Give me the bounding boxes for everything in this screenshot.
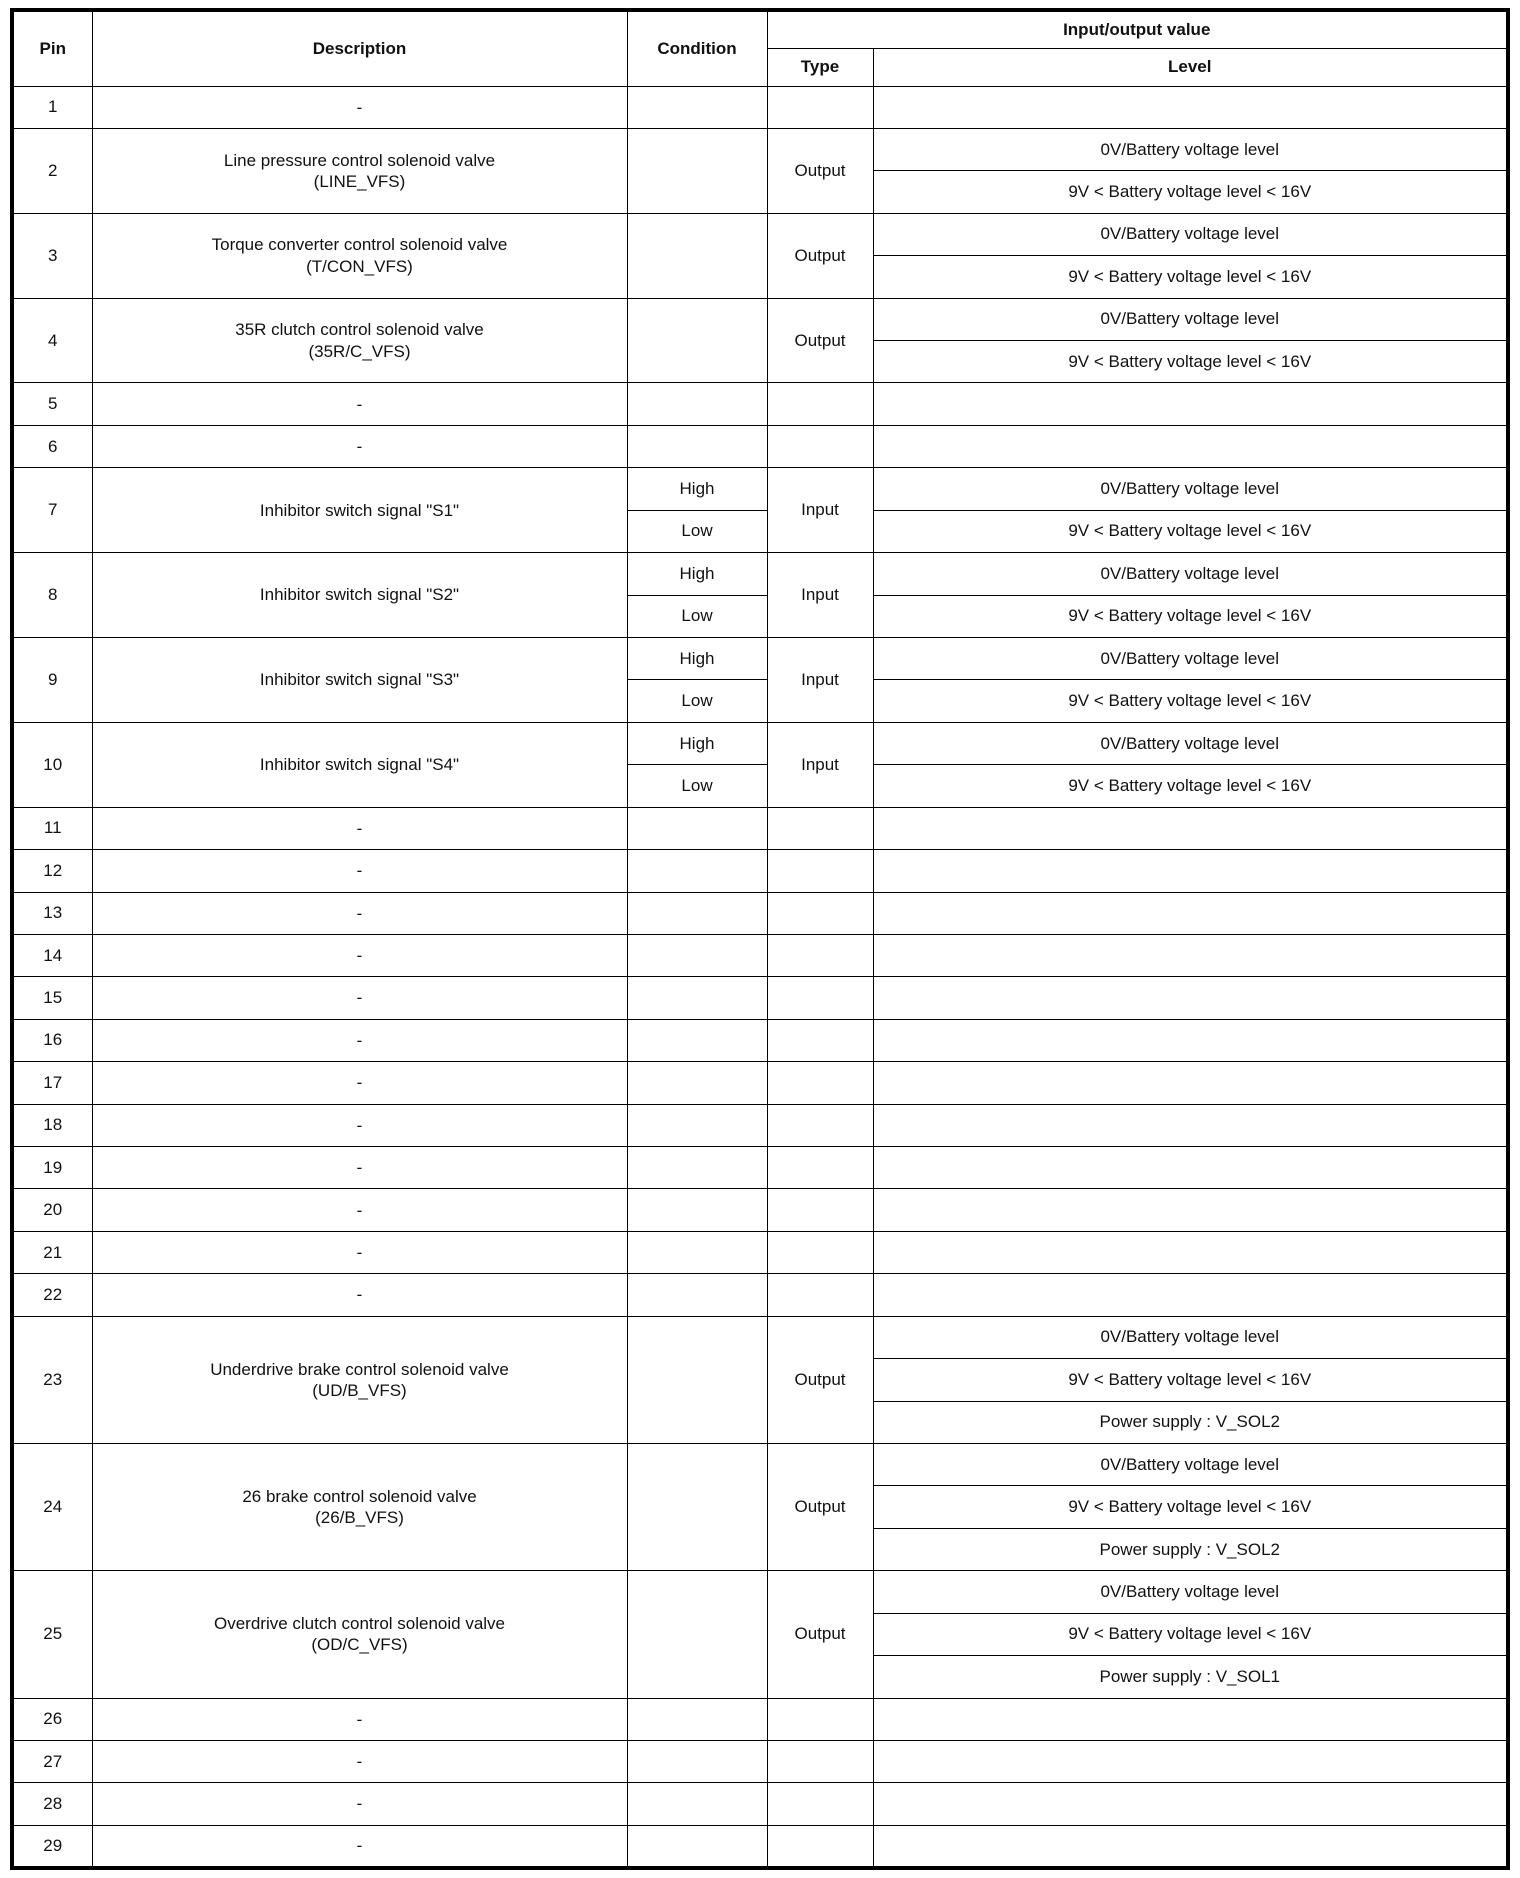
description-line: -: [356, 1200, 363, 1220]
type-cell: [767, 850, 873, 892]
level-cell: [873, 1104, 1508, 1146]
description-line: -: [356, 1752, 363, 1772]
description-line: Underdrive brake control solenoid valve: [210, 1359, 509, 1379]
level-cell: 0V/Battery voltage level: [873, 1571, 1508, 1613]
description-line: (OD/C_VFS): [311, 1635, 408, 1655]
description-line: (T/CON_VFS): [306, 256, 413, 276]
type-cell: [767, 1019, 873, 1061]
table-row: [12, 86, 1508, 128]
condition-cell: Low: [627, 765, 767, 807]
pin-cell: 28: [12, 1783, 92, 1825]
type-cell: [767, 1231, 873, 1273]
condition-cell: High: [627, 553, 767, 595]
description-line: -: [356, 1242, 363, 1262]
type-cell: [767, 1104, 873, 1146]
pin-cell: 8: [12, 553, 92, 638]
level-cell: [873, 1231, 1508, 1273]
type-cell: Input: [767, 637, 873, 722]
description-line: -: [356, 1794, 363, 1814]
condition-cell: [627, 86, 767, 128]
table-row: [12, 1062, 1508, 1104]
level-cell: [873, 807, 1508, 849]
table-row: [12, 977, 1508, 1019]
type-cell: Output: [767, 1571, 873, 1698]
description-cell: [92, 1189, 627, 1231]
header-type: Type: [767, 48, 873, 86]
description-line: (LINE_VFS): [313, 171, 406, 191]
table-row: [12, 1104, 1508, 1146]
description-cell: [92, 977, 627, 1019]
header-io-value: Input/output value: [767, 10, 1508, 48]
description-line: -: [356, 1709, 363, 1729]
description-cell: [92, 1783, 627, 1825]
description-line: -: [356, 1836, 363, 1856]
type-cell: [767, 934, 873, 976]
pin-cell: 25: [12, 1571, 92, 1698]
type-cell: Output: [767, 1316, 873, 1443]
condition-cell: [627, 128, 767, 213]
level-cell: [873, 1274, 1508, 1316]
description-cell: [92, 1571, 627, 1698]
description-line: 35R clutch control solenoid valve: [235, 320, 484, 340]
description-cell: [92, 1444, 627, 1571]
description-cell: [92, 468, 627, 553]
type-cell: [767, 1740, 873, 1782]
condition-cell: [627, 1316, 767, 1443]
condition-cell: [627, 298, 767, 383]
pin-cell: 18: [12, 1104, 92, 1146]
table-row: [12, 1019, 1508, 1061]
level-cell: Power supply : V_SOL2: [873, 1401, 1508, 1443]
level-cell: [873, 1740, 1508, 1782]
description-cell: [92, 298, 627, 383]
condition-cell: [627, 1698, 767, 1740]
condition-cell: High: [627, 637, 767, 679]
level-cell: [873, 1147, 1508, 1189]
table-row: [12, 468, 1508, 510]
pin-cell: 14: [12, 934, 92, 976]
type-cell: Output: [767, 298, 873, 383]
description-line: -: [356, 861, 363, 881]
pin-cell: 27: [12, 1740, 92, 1782]
header-level: Level: [873, 48, 1508, 86]
table-row: [12, 807, 1508, 849]
pin-cell: 6: [12, 425, 92, 467]
pinout-table: [10, 8, 1510, 1870]
description-cell: [92, 86, 627, 128]
pin-cell: 2: [12, 128, 92, 213]
header-description: Description: [92, 10, 627, 86]
table-row: [12, 1274, 1508, 1316]
type-cell: Input: [767, 468, 873, 553]
description-line: -: [356, 1158, 363, 1178]
condition-cell: High: [627, 722, 767, 764]
pin-cell: 24: [12, 1444, 92, 1571]
level-cell: [873, 934, 1508, 976]
description-cell: [92, 1698, 627, 1740]
description-cell: [92, 934, 627, 976]
type-cell: [767, 1698, 873, 1740]
table-row: [12, 128, 1508, 170]
condition-cell: [627, 1274, 767, 1316]
table-row: [12, 298, 1508, 340]
condition-cell: Low: [627, 680, 767, 722]
table-row: [12, 1740, 1508, 1782]
description-cell: [92, 637, 627, 722]
condition-cell: [627, 1019, 767, 1061]
description-cell: [92, 128, 627, 213]
level-cell: 9V < Battery voltage level < 16V: [873, 765, 1508, 807]
header-row-1: [12, 10, 1508, 48]
pin-cell: 11: [12, 807, 92, 849]
description-cell: [92, 1104, 627, 1146]
pin-cell: 4: [12, 298, 92, 383]
table-row: [12, 425, 1508, 467]
condition-cell: [627, 807, 767, 849]
pin-cell: 22: [12, 1274, 92, 1316]
condition-cell: [627, 1189, 767, 1231]
level-cell: 9V < Battery voltage level < 16V: [873, 595, 1508, 637]
condition-cell: [627, 1825, 767, 1868]
level-cell: 0V/Battery voltage level: [873, 1316, 1508, 1358]
description-line: -: [356, 436, 363, 456]
condition-cell: [627, 1231, 767, 1273]
description-line: (26/B_VFS): [315, 1508, 404, 1528]
description-line: -: [356, 1285, 363, 1305]
condition-cell: [627, 1571, 767, 1698]
level-cell: 9V < Battery voltage level < 16V: [873, 341, 1508, 383]
pin-cell: 26: [12, 1698, 92, 1740]
pin-cell: 7: [12, 468, 92, 553]
level-cell: 9V < Battery voltage level < 16V: [873, 1486, 1508, 1528]
pin-cell: 17: [12, 1062, 92, 1104]
description-line: -: [356, 97, 363, 117]
level-cell: 9V < Battery voltage level < 16V: [873, 680, 1508, 722]
description-line: Overdrive clutch control solenoid valve: [213, 1614, 506, 1634]
description-cell: [92, 1274, 627, 1316]
description-line: -: [356, 1030, 363, 1050]
condition-cell: [627, 383, 767, 425]
pin-cell: 15: [12, 977, 92, 1019]
condition-cell: [627, 425, 767, 467]
condition-cell: Low: [627, 595, 767, 637]
description-cell: [92, 722, 627, 807]
pin-cell: 5: [12, 383, 92, 425]
description-line: -: [356, 1073, 363, 1093]
description-cell: [92, 1316, 627, 1443]
description-cell: [92, 425, 627, 467]
header-pin: Pin: [12, 10, 92, 86]
type-cell: [767, 1274, 873, 1316]
level-cell: 9V < Battery voltage level < 16V: [873, 171, 1508, 213]
pin-cell: 12: [12, 850, 92, 892]
pin-cell: 3: [12, 213, 92, 298]
level-cell: [873, 1698, 1508, 1740]
description-line: Torque converter control solenoid valve: [211, 235, 508, 255]
level-cell: [873, 1019, 1508, 1061]
level-cell: [873, 1783, 1508, 1825]
table-header: [12, 10, 1508, 86]
type-cell: Output: [767, 213, 873, 298]
table-row: [12, 1783, 1508, 1825]
table-row: [12, 1231, 1508, 1273]
condition-cell: [627, 850, 767, 892]
level-cell: 9V < Battery voltage level < 16V: [873, 510, 1508, 552]
table-row: [12, 722, 1508, 764]
type-cell: [767, 807, 873, 849]
description-line: 26 brake control solenoid valve: [242, 1486, 477, 1506]
level-cell: Power supply : V_SOL1: [873, 1656, 1508, 1698]
level-cell: [873, 977, 1508, 1019]
type-cell: [767, 1783, 873, 1825]
condition-cell: [627, 934, 767, 976]
condition-cell: Low: [627, 510, 767, 552]
description-cell: [92, 1019, 627, 1061]
description-line: Inhibitor switch signal "S2": [259, 585, 460, 605]
pin-cell: 9: [12, 637, 92, 722]
description-line: (35R/C_VFS): [308, 341, 411, 361]
table-row: [12, 1825, 1508, 1868]
pin-cell: 19: [12, 1147, 92, 1189]
type-cell: [767, 1189, 873, 1231]
description-line: -: [356, 818, 363, 838]
pin-cell: 21: [12, 1231, 92, 1273]
description-cell: [92, 1062, 627, 1104]
level-cell: [873, 1189, 1508, 1231]
level-cell: 0V/Battery voltage level: [873, 553, 1508, 595]
level-cell: [873, 383, 1508, 425]
type-cell: Output: [767, 128, 873, 213]
type-cell: Input: [767, 553, 873, 638]
level-cell: Power supply : V_SOL2: [873, 1528, 1508, 1570]
level-cell: 9V < Battery voltage level < 16V: [873, 256, 1508, 298]
type-cell: [767, 1062, 873, 1104]
description-line: -: [356, 394, 363, 414]
condition-cell: [627, 977, 767, 1019]
table-row: [12, 553, 1508, 595]
table-row: [12, 1571, 1508, 1613]
description-line: -: [356, 946, 363, 966]
description-cell: [92, 1147, 627, 1189]
condition-cell: [627, 1783, 767, 1825]
description-cell: [92, 213, 627, 298]
table-row: [12, 1698, 1508, 1740]
pin-cell: 20: [12, 1189, 92, 1231]
description-line: Inhibitor switch signal "S4": [259, 755, 460, 775]
level-cell: 0V/Battery voltage level: [873, 128, 1508, 170]
level-cell: 9V < Battery voltage level < 16V: [873, 1359, 1508, 1401]
condition-cell: [627, 1062, 767, 1104]
table-row: [12, 850, 1508, 892]
description-line: Inhibitor switch signal "S1": [259, 500, 460, 520]
description-line: -: [356, 988, 363, 1008]
condition-cell: [627, 1740, 767, 1782]
table-row: [12, 383, 1508, 425]
table-row: [12, 1189, 1508, 1231]
level-cell: 0V/Battery voltage level: [873, 298, 1508, 340]
level-cell: 0V/Battery voltage level: [873, 637, 1508, 679]
description-cell: [92, 1231, 627, 1273]
table-row: [12, 934, 1508, 976]
level-cell: 0V/Battery voltage level: [873, 213, 1508, 255]
condition-cell: High: [627, 468, 767, 510]
type-cell: [767, 86, 873, 128]
description-cell: [92, 1825, 627, 1868]
level-cell: 0V/Battery voltage level: [873, 468, 1508, 510]
description-line: (UD/B_VFS): [312, 1380, 407, 1400]
pin-cell: 13: [12, 892, 92, 934]
table-row: [12, 213, 1508, 255]
table-row: [12, 1316, 1508, 1358]
description-cell: [92, 892, 627, 934]
type-cell: [767, 977, 873, 1019]
description-cell: [92, 807, 627, 849]
description-cell: [92, 850, 627, 892]
table-row: [12, 1444, 1508, 1486]
description-line: -: [356, 1115, 363, 1135]
condition-cell: [627, 892, 767, 934]
level-cell: [873, 850, 1508, 892]
type-cell: Input: [767, 722, 873, 807]
type-cell: [767, 425, 873, 467]
description-line: Line pressure control solenoid valve: [223, 150, 496, 170]
condition-cell: [627, 1444, 767, 1571]
level-cell: [873, 86, 1508, 128]
description-cell: [92, 1740, 627, 1782]
type-cell: [767, 1825, 873, 1868]
description-cell: [92, 383, 627, 425]
level-cell: 0V/Battery voltage level: [873, 722, 1508, 764]
description-line: -: [356, 903, 363, 923]
type-cell: Output: [767, 1444, 873, 1571]
pin-cell: 10: [12, 722, 92, 807]
level-cell: [873, 1062, 1508, 1104]
pin-cell: 29: [12, 1825, 92, 1868]
level-cell: 9V < Battery voltage level < 16V: [873, 1613, 1508, 1655]
level-cell: [873, 892, 1508, 934]
header-condition: Condition: [627, 10, 767, 86]
pin-cell: 23: [12, 1316, 92, 1443]
description-cell: [92, 553, 627, 638]
type-cell: [767, 892, 873, 934]
table-body: [12, 86, 1508, 1868]
level-cell: [873, 425, 1508, 467]
type-cell: [767, 1147, 873, 1189]
type-cell: [767, 383, 873, 425]
pin-cell: 16: [12, 1019, 92, 1061]
condition-cell: [627, 1104, 767, 1146]
level-cell: 0V/Battery voltage level: [873, 1444, 1508, 1486]
condition-cell: [627, 1147, 767, 1189]
table-row: [12, 637, 1508, 679]
condition-cell: [627, 213, 767, 298]
pin-cell: 1: [12, 86, 92, 128]
table-row: [12, 1147, 1508, 1189]
description-line: Inhibitor switch signal "S3": [259, 670, 460, 690]
table-row: [12, 892, 1508, 934]
level-cell: [873, 1825, 1508, 1868]
